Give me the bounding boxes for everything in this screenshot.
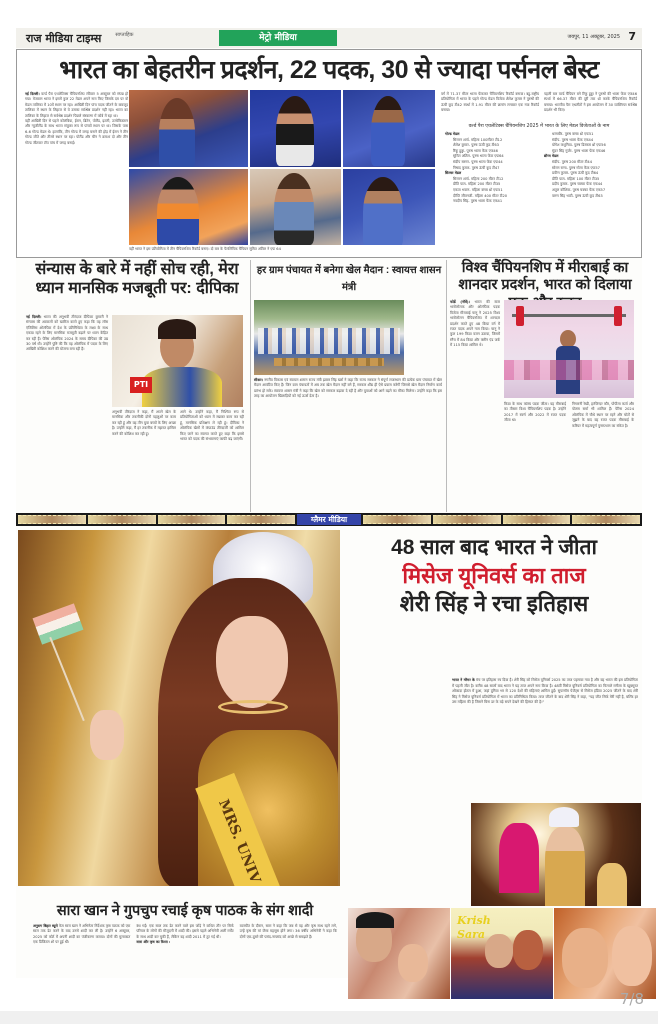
story-body-col2: किग्रा के साथ कांस्य पदक जीता। यह मीराबाई का तीसरा विश्व चैंपियनशिप पदक है। उन्होंने 2017 में स्वर्ण और 2022 में रजत पदक जीता था। [504, 402, 566, 423]
medal-item: निषाद कुमार- पुरुष ऊंची कूद टी47 [453, 165, 500, 170]
story-headline [346, 535, 642, 618]
glamour-film-strip [16, 513, 642, 526]
story-text: भारत की अनुभवी तीरंदाज दीपिका कुमारी ने संन्यास की अटकलों को खारिज करते हुए कहा कि वह लॉस एंजिलिस ओलंपिक में देश के प्रतिनिधित्व के लक्ष्य के साथ एकाग्र रहने के लिए मानसिक मजबूती बढ़ाने पर ध्यान केंद्रित कर रही हैं। पेरिस ओलंपिक 2024 के समय दीपिका की उम्र 30 वर्ष थी। उन्होंने पुष्टि की कि वह ओलंपिक में पदक के लिए आखिरी कोशिश करने की योजना बना रही हैं। [26, 315, 108, 352]
group-photo [254, 300, 404, 375]
story-body-col3: बातचीत के दौरान, सारा ने कहा कि जब से वह और कृष साथ रहने लगे, उन्हें कृष की मां जैसा महसूस होने लगा। 36 वर्षीय अभिनेत्री ने कहा कि दोनों एक-दूसरे की पसंद-नापसंद को अच्छे से समझते हैं। [239, 924, 337, 939]
medal-item: एकता भयान- महिला क्लब थ्रो एफ51 [453, 187, 503, 192]
medal-item: धरमबीर- पुरुष क्लब थ्रो एफ51 [552, 132, 594, 136]
story-body-col1 [26, 315, 108, 353]
mrs-universe-photo [18, 530, 340, 886]
newspaper-page [16, 28, 642, 978]
story-body [254, 378, 442, 400]
story-para-athletics [16, 49, 642, 258]
story-text: मंच पर इतिहास रच दिया है। शेरी सिंह को मिसेज यूनिवर्स 2025 का ताज पहनाया गया है और यह भारत की इस प्रतियोगिता में पहली जीत है। करीब 48 सालों बाद भारत ने यह ताज अपने नाम किया है। 48वीं मिसेज यूनिवर्स प्रतियोगिता का फिनाले मनीला के खूबसूरत ओकादा होटल में हुआ, जहां दुनिया भर से 120 देशों की महिलाएं शामिल हुईं। सुपरमॉम पेजेंट्स से मिसेज इंडिया 2025 जीतने के बाद शेरी सिंह ने मिसेज यूनिवर्स प्रतियोगिता में भारत का प्रतिनिधित्व किया। ताज जीतने के बाद शेरी सिंह ने कहा, "यह जीत सिर्फ मेरी नहीं है, बल्कि हर उस महिला की है जिसने बिना डर के बड़े सपने देखने की हिम्मत की है।" [452, 678, 638, 705]
story-headline: संन्यास के बारे में नहीं सोच रही, मेरा ध्यान मानसिक मजबूती पर: दीपिका [35, 261, 239, 298]
headline-line3: शेरी सिंह ने रचा इतिहास [399, 591, 589, 617]
section-banner: मेट्रो मीडिया [219, 30, 337, 46]
medal-item: प्रदीप कुमार- पुरुष चक्का फेंक एफ44 [552, 182, 603, 187]
medal-item: वरुण सिंह भाटी- पुरुष ऊंची कूद टी63 [552, 193, 603, 198]
story-lead: अनुराग बिहार ब्यूरो [33, 924, 58, 928]
story-body-col3: वर्ग में 71.37 मीटर भाला फेंककर चैंपियनशिप रिकॉर्ड बनाया। बहु-राष्ट्रीय प्रतियोगिता में भारत के पहले गोल्ड मेडल विजेता शैलेश कुमार ने पुरुषों की ऊंची कूद टी42 स्पर्धा में 1.91 मीटर की छलांग लगाकर एक नया रिकॉर्ड बनाया। [441, 92, 539, 113]
headline-line1: 48 साल बाद भारत ने जीता [391, 536, 597, 559]
crowning-photo [471, 803, 641, 906]
medal-item: सुंदर सिंह गुर्जर- पुरुष भाला फेंक एफ46 [552, 148, 606, 153]
story-body-col3: आगे थे। उन्होंने कहा, मैं निश्चित रूप से प्रतियोगिताओं को ध्यान में रखकर काम कर रही हूं, मानसिक प्रशिक्षण ले रही हूं। दीपिका ने ओलंपिक खेलों में कंपाउंड तीरंदाजी को शामिल किए जाने का स्वागत करते हुए कहा कि इससे भारत को पदक की संभावनाएं काफी बढ़ जाएंगी। [180, 410, 244, 442]
story-text: फेम सारा खान ने अभिनेता निर्देशक कृष पाठक को एक साल तक डेट करने के बाद उनसे शादी कर ली है। उन्होंने 6 अक्टूबर, 2025 को कोर्ट में अपनी शादी का पंजीकरण कराया। दोनों की मुलाकात एक डिजिटल शो पर हुई थी। [33, 924, 131, 945]
medal-item: संदीप सरगर- पुरुष भाला फेंक एफ44 [453, 159, 503, 164]
story-lead: नई दिल्ली। [25, 92, 40, 96]
medal-item: संदीप- पुरुष भाला फेंक एफ44 [552, 137, 594, 142]
story-body [33, 924, 337, 946]
film-frame [88, 515, 156, 524]
paper-name: राज मीडिया टाइम्स [26, 31, 102, 45]
story-body-col1 [25, 92, 128, 146]
story-text: भारत की स्टार भारोत्तोलक और ओलंपिक पदक विजेता मीराबाई चानू ने 2025 विश्व भारोत्तोलन चैंपियनशिप में शानदार प्रदर्शन करते हुए 48 किग्रा वर्ग में रजत पदक अपने नाम किया। चानू ने कुल 199 किग्रा वजन उठाया, जिसमें स्नैच में 84 किग्रा और क्लीन एंड जर्क में 115 किग्रा शामिल थे। [450, 300, 500, 348]
story-lead: फोर्डे (नॉर्वे)। [450, 300, 470, 304]
medal-category: सिल्वर मेडल [445, 171, 462, 176]
viewer-bottom-bar [0, 1011, 658, 1024]
page-counter: 7/8 [619, 990, 644, 1008]
athlete-photo [343, 169, 435, 246]
dateline: जयपुर, 11 अक्टूबर, 2025 [567, 34, 620, 40]
medal-category: गोल्ड मेडल [445, 132, 460, 136]
story-lead: सीकर। [254, 378, 263, 382]
medal-item: अतुल कौशिक- पुरुष चक्का फेंक एफ57 [552, 187, 606, 192]
medal-item: प्रीति पाल- महिला 200 मीटर टी35 [453, 182, 501, 187]
medal-item: योगेश कथूनिया- पुरुष डिस्कस थ्रो एफ56 [552, 143, 606, 148]
medal-item: सुमित अंतिल- पुरुष भाला फेंक एफ64 [453, 154, 504, 159]
film-frame [503, 515, 571, 524]
medal-item: सोमन राणा- पुरुष गोला फेंक एफ57 [552, 165, 600, 170]
medal-item: शैलेश कुमार- पुरुष ऊंची कूद टी63 [453, 143, 499, 148]
couple-photo [554, 908, 656, 999]
medal-column [445, 132, 538, 205]
photo-caption: वहीं भारत ने इस प्रतियोगिता में तीन चैंपियनशिप रिकॉर्ड बनाए। दो बार के पैरालिंपिक चैंपियन सुमित अंतिल ने एफ 64 [129, 247, 281, 251]
medal-item: सिमरन शर्मा- महिला 200 मीटर टी12 [453, 176, 504, 181]
story-body [452, 678, 638, 706]
medal-item: प्रीति पाल- महिला 100 मीटर टी35 [552, 176, 600, 181]
athlete-photo [343, 90, 435, 167]
medal-item: नवदीप सिंह- पुरुष भाला फेंक एफ41 [453, 199, 503, 204]
medal-list-heading: वर्ल्ड पैरा एथलेटिक्स चैंपियनशिप 2025 में भारत के लिए मेडल विजेताओं के नाम [468, 124, 610, 129]
athlete-photo [129, 169, 248, 246]
story-body-col4: पहली बार वर्ल्ड चैंपियन बने रिंकू हुड्डा ने पुरुषों की भाला फेंक एफ46 स्पर्धा में 66.37 मीटर की दूरी तक थ्रो करके चैंपियनशिप रिकॉर्ड बनाया। भारतीय पैरा एथलीटों ने इस आयोजन में 30 व्यक्तिगत सर्वश्रेष्ठ प्रदर्शन भी किए। [544, 92, 637, 113]
story-text: वर्ल्ड पैरा एथलेटिक्स चैंपियनशिप रविवार 5 अक्टूबर को संपन्न हो गया। मेजबान भारत ने इसमें कुल 22 मेडल अपने नाम किए जिसके दम पर वो मेडल तालिका में 10वें स्थान पर रहा। आखिरी दिन पांच पदक जीतने के बावजूद तालिका में स्थान के लिहाज से ये उसका सर्वश्रेष्ठ प्रदर्शन नहीं रहा। भारत का तालिका के लिहाज से सर्वश्रेष्ठ प्रदर्शन पिछले संस्करण में कोबे में रहा था। [25, 92, 129, 118]
film-frame [18, 515, 86, 524]
story-body-col3: निगरानी रेखी, हरजिन्दर कौर, पोपीला कर्ता और पोलस सर्मा भी शामिल हैं। पेरिस 2024 ओलंपिक में चौथे स्थान पर रहने और चोटों से जूझने के बाद यह रजत पदक मीराबाई के करियर में महत्वपूर्ण पुनरुत्थान का संकेत है। [572, 402, 634, 428]
story-headline: हर ग्राम पंचायत में बनेगा खेल मैदान : स्वायत्त शासन मंत्री [256, 265, 442, 293]
film-frame [572, 515, 640, 524]
couple-photo [348, 908, 450, 999]
page-number: 7 [628, 30, 636, 43]
couple-photo-collage [348, 908, 656, 999]
pti-mic-badge: PTI [130, 377, 152, 393]
film-frame [433, 515, 501, 524]
medal-category: ब्रॉन्ज मेडल [544, 154, 559, 159]
medal-item: रिंकू हुड्डा- पुरुष भाला फेंक एफ46 [453, 148, 498, 153]
flag-icon [33, 603, 84, 644]
story-lead: भारत ने ग्लैमर के [452, 678, 475, 682]
story-body-col1 [33, 924, 130, 946]
column-divider [250, 260, 251, 512]
medal-list [445, 132, 637, 205]
film-frame [158, 515, 226, 524]
medal-column [544, 132, 637, 205]
athlete-photo [250, 169, 342, 246]
story-subhead: सारा और कृष का रिश्ता : [136, 940, 171, 945]
deepika-photo [112, 315, 243, 407]
film-frame [363, 515, 431, 524]
story-body-col1 [450, 300, 500, 349]
story-headline: विश्व चैंपियनशिप में मीराबाई का शानदार प्रदर्शन, भारत को दिलाया [458, 260, 632, 294]
headline-line2: मिसेज यूनिवर्स का ताज [402, 562, 586, 588]
photo-sign-text: Krish Sara [457, 914, 491, 942]
athlete-photo [250, 90, 342, 167]
sash-text: MRS. UNIV [195, 773, 283, 886]
story-text: बंध गईं। एक साल तक डेट करने वाले इस जोड़े ने कथित तौर पर सिर्फ परिवार के लोगों की मौजूदगी में शादी की। इससे पहले अभिनेत्री अली मर्चेंट के साथ शादी कर चुकी हैं, लेकिन वह शादी 2011 में टूट गई थी। [136, 924, 234, 939]
story-headline: भारत का बेहतरीन प्रदर्शन, 22 पदक, 30 से ज्यादा पर्सनल बेस्ट [59, 56, 599, 84]
sports-row [16, 260, 642, 518]
athlete-photo-collage [129, 90, 435, 245]
story-text: वहीं आखिरी दिन से पहले कोलंबिया, ईरान, ब्रिटेन, पोलैंड, इटली, उज्बेकिस्तान और न्यूजीलैंड के साथ भारत संयुक्त रूप से पांचवें स्थान पर था। जिसके पास 6-6 गोल्ड मेडल थे। हालांकि, तीन गोल्ड में जगह बनाने की होड़ में ईरान ने तीन गोल्ड जीते और तीसरे स्थान पर रहा। पोलैंड और चीन ने क्रमशः दो और तीन गोल्ड जीतकर टॉप पांच में जगह बनाई। [25, 119, 128, 145]
couple-photo [451, 908, 553, 999]
film-frame [227, 515, 295, 524]
story-body-col2: अनुभवी तीरंदाज ने कहा, मैं अपने खेल के मानसिक और तकनीकी दोनों पहलुओं पर काम कर रही हूं और यह तीन युवा बच्चों के लिए अच्छा है। उन्होंने कहा, मैं हर तकनीक में महारत हासिल करने की कोशिश कर रही हूं। [112, 410, 176, 436]
athlete-photo [129, 90, 248, 167]
medal-item: दीप्ति जीवनजी- महिला 400 मीटर टी20 [453, 193, 508, 198]
mirabai-lifting-photo [504, 300, 634, 398]
paper-frequency: साप्ताहिक [115, 32, 134, 38]
column-divider [446, 260, 447, 512]
story-lead: नई दिल्ली। [26, 315, 42, 319]
masthead [16, 28, 642, 48]
story-headline: सारा खान ने गुपचुप रचाई कृष पाठक के संग शादी [56, 903, 314, 919]
medal-item: सिमरन शर्मा- महिला 100मीटर टी12 [453, 137, 503, 142]
medal-item: प्रवीण कुमार- पुरुष ऊंची कूद टी64 [552, 171, 599, 176]
glamour-section-label: ग्लैमर मीडिया [297, 514, 361, 525]
story-text: नगरीय विकास एवं स्वायत्त शासन राज्य मंत्री झाबर सिंह खर्रा ने कहा कि राज्य सरकार ने संपूर्ण राजस्थान की प्रत्येक ग्राम पंचायत में खेल मैदान आवंटित किए हैं। जिन ग्राम पंचायतों में अब तक खेल मैदान नहीं बने हैं, सरकार शीघ्र ही ऐसे प्रयास करेगी जिससे खेल मैदान निर्माण कार्य प्रारंभ हो सके। स्वायत्त शासन मंत्री ने कहा कि खेल को सरकार बढ़ावा दे रही है और युवाओं को आगे बढ़ने का मौका मिलेगा। उन्होंने कहा कि इस तरह का आयोजन खिलाड़ियों को नई ऊर्जा देता है। [254, 378, 442, 399]
story-body-col2 [136, 924, 233, 946]
medal-item: संदीप- पुरुष 200 मीटर टी44 [552, 159, 592, 164]
